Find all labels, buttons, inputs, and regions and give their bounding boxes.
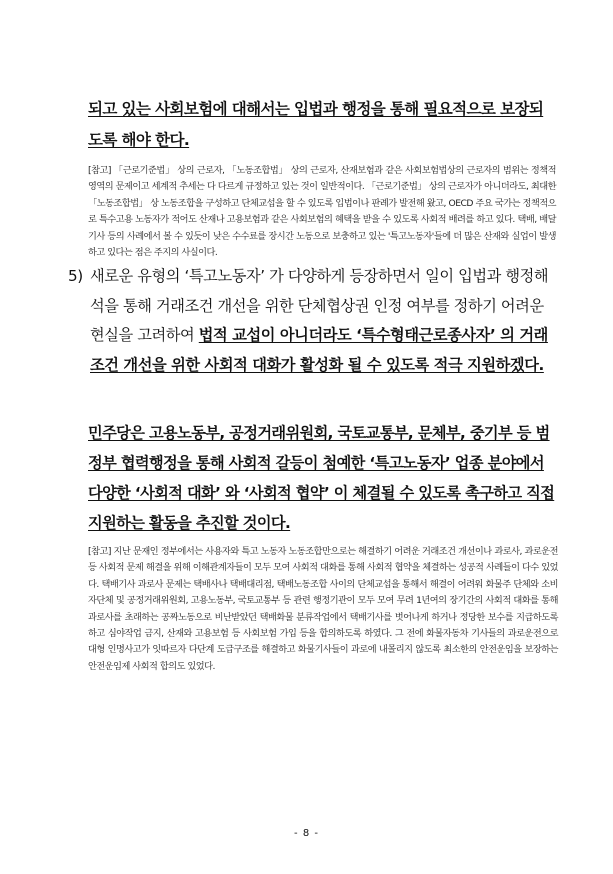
page-number: - 8 - (294, 828, 319, 839)
democratic-party-paragraph: 민주당은 고용노동부, 공정거래위원회, 국토교통부, 문체부, 중기부 등 범정부 협력행정을 통해 사회적 갈등이 첨예한 ‘특고노동자’ 업종 분야에서 다양한 ‘사회적 대화’ 와 ‘사회적 협약’ 이 체결될 수 있도록 촉구하고 직접 지원하는 활동을 추진할 것이다. (88, 424, 555, 532)
reference-note-social-dialogue: [참고] 지난 문재인 정부에서는 사용자와 특고 노동자 노동조합만으로는 해결하기 어려운 거래조건 개선이나 과로사, 과로운전 등 사회적 문제 해결을 위해 이해관계자들이 모두 모여 사회적 대화를 통해 사회적 협약을 체결하는 성공적 사례들이 다수 있었다. 택배기사 과로사 문제는 택배사나 택배대리점, 택배노동조합 사이의 단체교섭을 통해서 해결이 어려워 화물주 단체와 소비자단체 및 공정거래위원회, 고용노동부, 국토교통부 등 관련 행정기관이 모두 모여 무려 1년여의 장기간의 사회적 대화를 통해 과로사를 초래하는 공짜노동으로 비난받았던 택배화물 분류작업에서 택배기사를 벗어나게 하거나 정당한 보수를 지급하도록 하고 심야작업 금지, 산재와 고용보험 등 사회보험 가입 등을 합의하도록 하였다. 그 전에 화물자동차 기사들의 과로운전으로 대형 인명사고가 잇따르자 다단계 도급구조를 해결하고 화물기사들이 과로에 내몰리지 않도록 최소한의 안전운임을 보장하는 안전운임제 사회적 합의도 있었다. (88, 546, 558, 672)
item-plain-text: 새로운 유형의 ‘특고노동자’ 가 다양하게 등장하면서 일이 입법과 행정해석을 통해 거래조건 개선을 위한 단체협상권 인정 여부를 정하기 어려운 현실을 고려하여 (90, 267, 549, 344)
item-body (90, 262, 556, 380)
social-insurance-paragraph: 되고 있는 사회보험에 대해서는 입법과 행정을 통해 필요적으로 보장되도록 해야 한다. (88, 100, 544, 149)
item-number: 5) (68, 267, 83, 285)
policy-item-5 (68, 262, 556, 380)
reference-note-labor-law: [참고] 「근로기준법」 상의 근로자, 「노동조합법」 상의 근로자, 산재보험과 같은 사회보험법상의 근로자의 범위는 정책적 영역의 문제이고 세계적 추세는 다 다르게 규정하고 있는 것이 일반적이다. 「근로기준법」 상의 근로자가 아니더라도, 최대한 「노동조합법」 상 노동조합을 구성하고 단체교섭을 할 수 있도록 입법이나 판례가 발전해 왔고, OECD 주요 국가는 정책적으로 특수고용 노동자가 적어도 산재나 고용보험과 같은 사회보험의 혜택을 받을 수 있도록 사회적 배려를 하고 있다. 택배, 배달기사 등의 사례에서 볼 수 있듯이 낮은 수수료를 장시간 노동으로 보충하고 있는 '특고노동자'들에 더 많은 산재와 실업이 발생하고 있다는 점은 주지의 사실이다. (88, 165, 556, 259)
item-emphasis-text: 법적 교섭이 아니더라도 ‘특수형태근로종사자’ 의 거래조건 개선을 위한 사회적 대화가 활성화 될 수 있도록 적극 지원하겠다. (90, 326, 548, 374)
